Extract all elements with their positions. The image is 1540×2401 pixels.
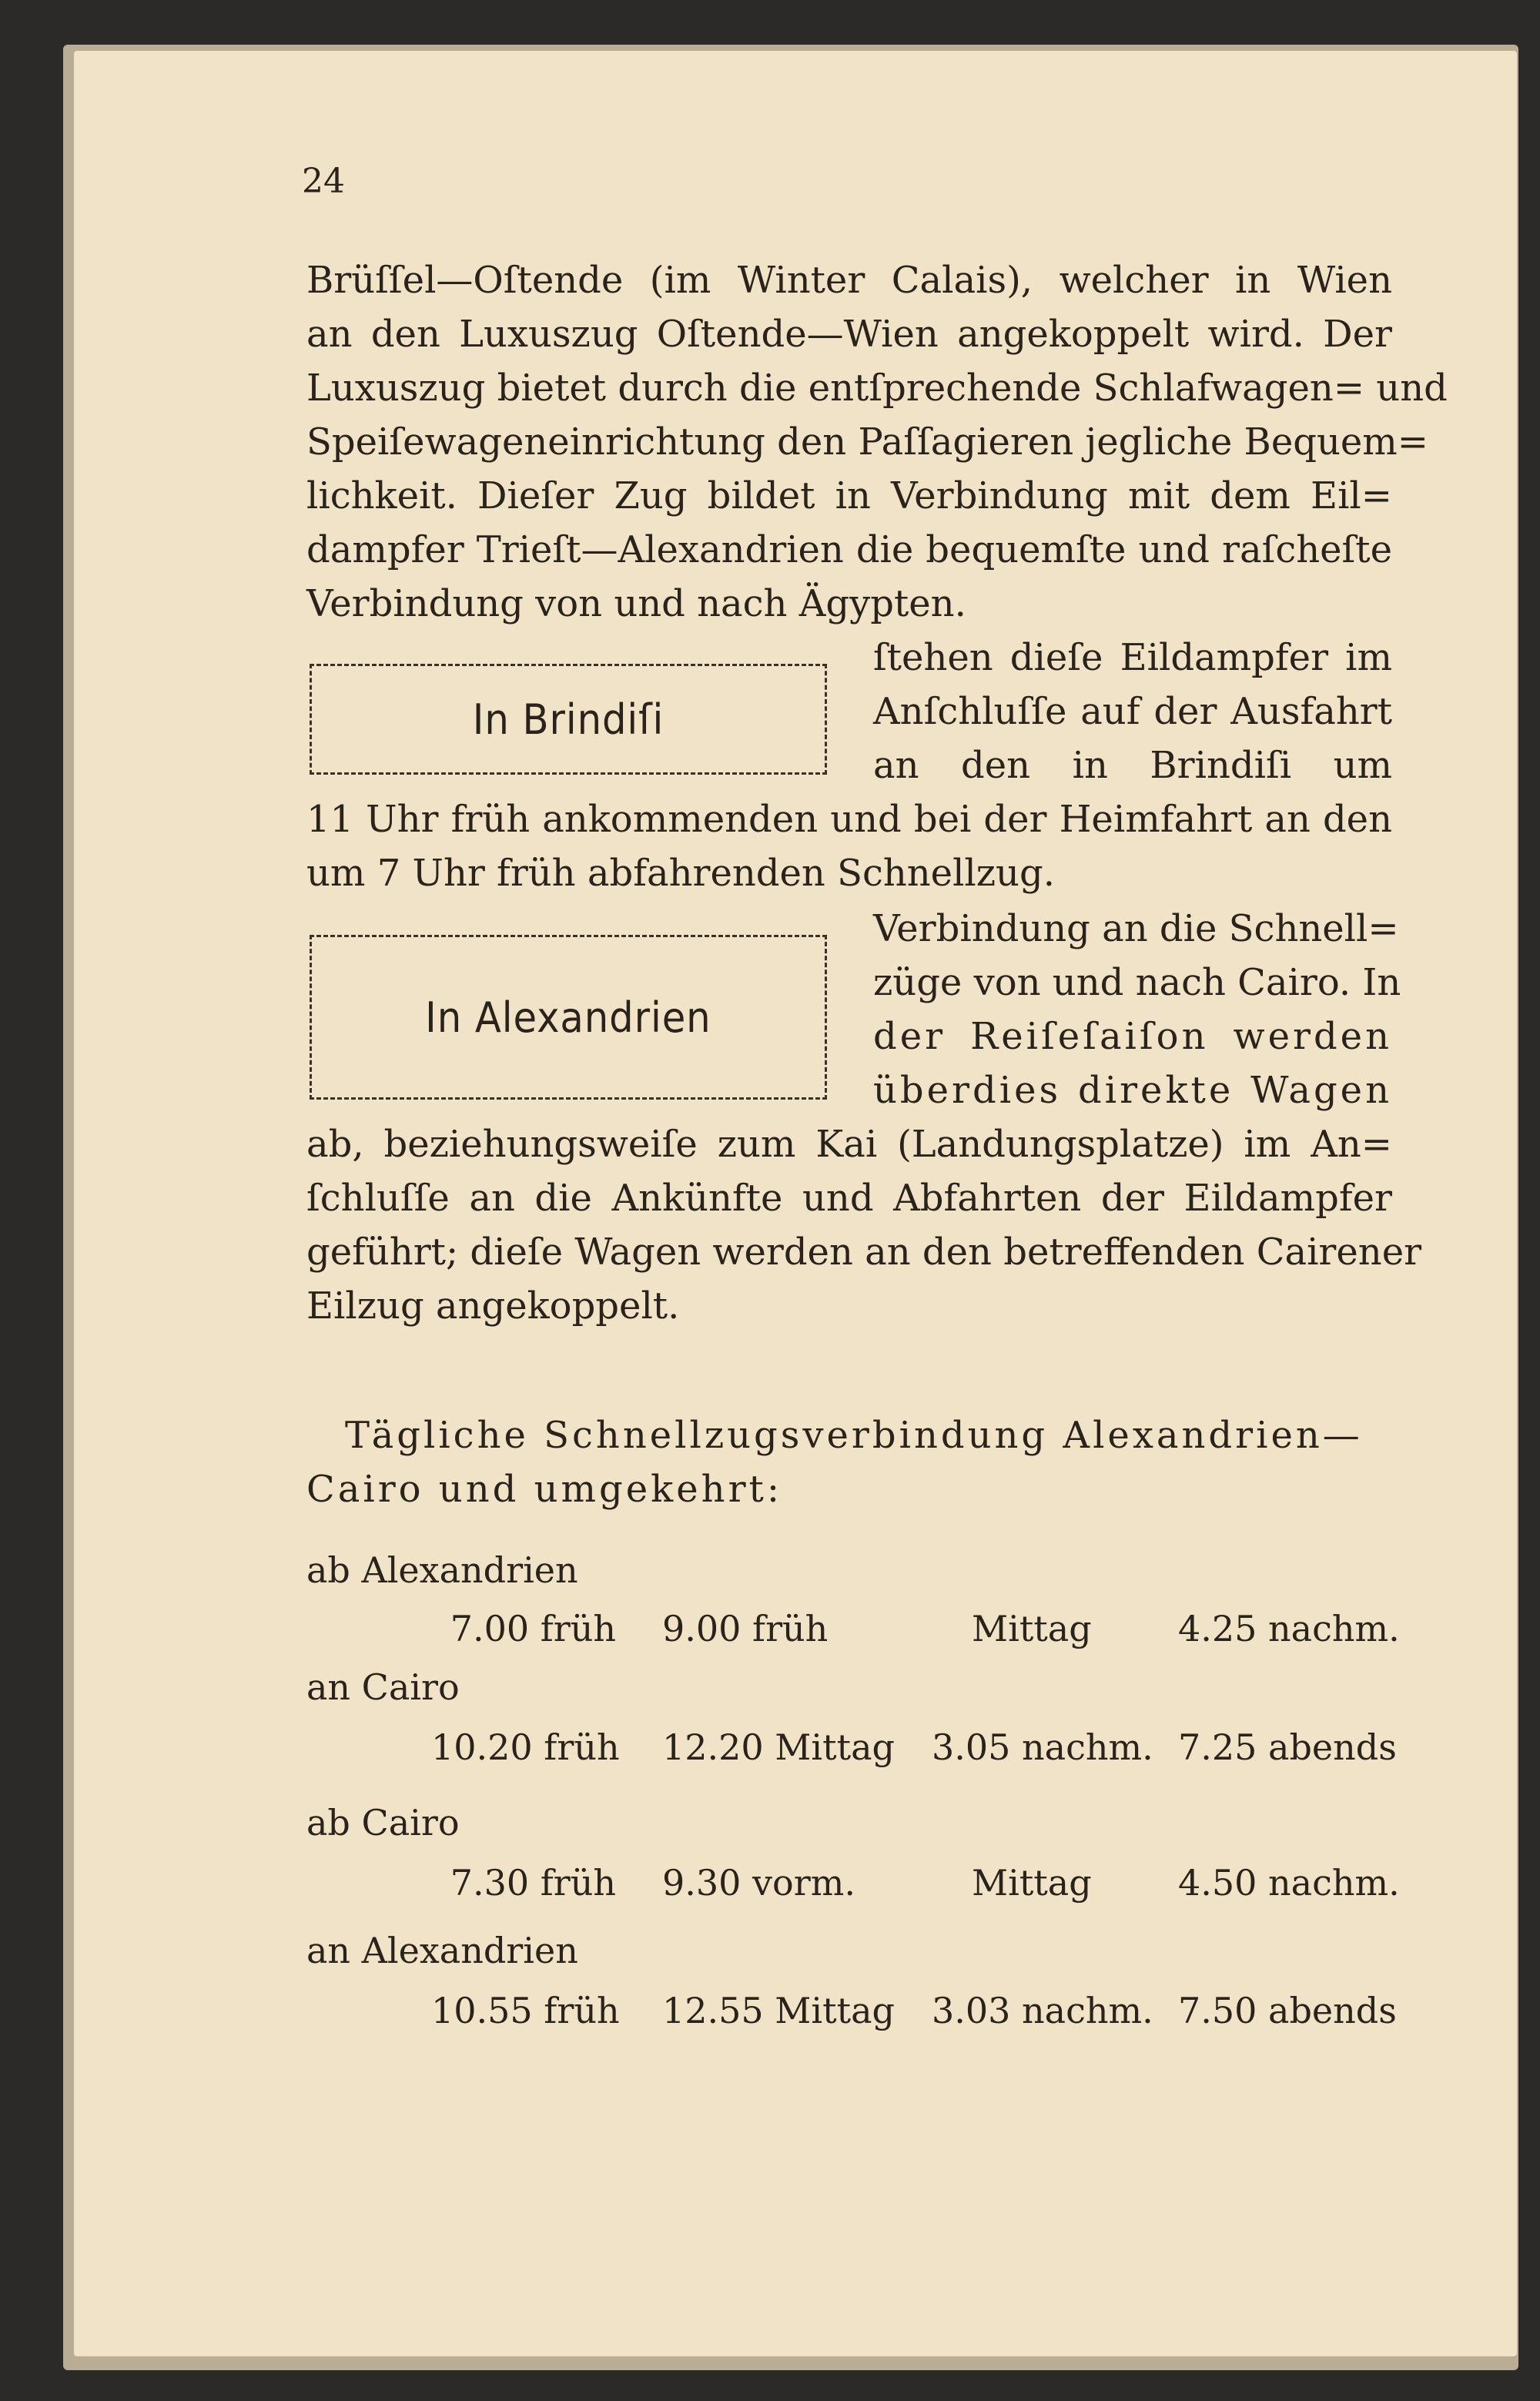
alexandrien-side-line: Verbindung an die Schnell=: [873, 907, 1399, 950]
timetable-cell: 7.50 abends: [1178, 1990, 1397, 2031]
alexandrien-box: [310, 935, 827, 1100]
brindisi-box-label: In Brindiſi: [472, 695, 665, 744]
brindisi-side-line: Anſchluſſe auf der Ausfahrt: [873, 690, 1392, 733]
timetable-cell: 3.03 nachm.: [932, 1990, 1153, 2031]
timetable-cell: 7.00 früh: [450, 1608, 616, 1649]
timetable-heading: Tägliche Schnellzugsverbindung Alexandrien—: [345, 1414, 1363, 1457]
timetable-cell: Mittag: [972, 1862, 1092, 1904]
paragraph-line: Verbindung von und nach Ägypten.: [306, 582, 966, 625]
paragraph-line: lichkeit. Dieſer Zug bildet in Verbindung mit dem Eil=: [306, 474, 1392, 517]
paragraph-line: Luxuszug bietet durch die entſprechende Schlafwagen= und: [306, 367, 1448, 410]
timetable-cell: Mittag: [972, 1608, 1092, 1649]
brindisi-line: um 7 Uhr früh abfahrenden Schnellzug.: [306, 852, 1055, 895]
timetable-cell: 4.50 nachm.: [1178, 1862, 1400, 1904]
timetable-cell: 9.30 vorm.: [662, 1862, 855, 1904]
timetable-cell: 12.55 Mittag: [662, 1990, 895, 2031]
timetable-cell: 7.25 abends: [1178, 1726, 1397, 1768]
timetable-row-label: ab Cairo: [306, 1802, 460, 1843]
timetable-cell: 4.25 nachm.: [1178, 1608, 1400, 1649]
timetable-cell: 12.20 Mittag: [662, 1726, 895, 1768]
brindisi-side-line: an den in Brindiſi um: [873, 744, 1392, 787]
timetable-cell: 7.30 früh: [450, 1862, 616, 1904]
timetable-row-label: an Alexandrien: [306, 1930, 578, 1971]
timetable-cell: 9.00 früh: [662, 1608, 829, 1649]
alexandrien-side-line: züge von und nach Cairo. In: [873, 961, 1401, 1004]
page-number: 24: [302, 162, 345, 201]
paragraph-line: dampfer Trieſt—Alexandrien die bequemſte und raſcheſte: [306, 528, 1392, 571]
alexandrien-line: Eilzug angekoppelt.: [306, 1284, 680, 1328]
alexandrien-box-label: In Alexandrien: [425, 993, 711, 1042]
timetable-row-label: an Cairo: [306, 1666, 460, 1708]
alexandrien-side-line: der Reiſeſaiſon werden: [873, 1015, 1392, 1058]
timetable-heading: Cairo und umgekehrt:: [306, 1468, 782, 1511]
paragraph-line: Brüſſel—Oſtende (im Winter Calais), welcher in Wien: [306, 259, 1392, 302]
timetable-cell: 10.55 früh: [431, 1990, 620, 2031]
timetable-cell: 3.05 nachm.: [932, 1726, 1153, 1768]
alexandrien-line: ab, beziehungsweiſe zum Kai (Landungsplatze) im An=: [306, 1123, 1392, 1166]
paragraph-line: an den Luxuszug Oſtende—Wien angekoppelt wird. Der: [306, 313, 1392, 356]
brindisi-box: [310, 664, 827, 775]
timetable-cell: 10.20 früh: [431, 1726, 620, 1768]
brindisi-side-line: ſtehen dieſe Eildampfer im: [873, 636, 1392, 679]
alexandrien-side-line: überdies direkte Wagen: [873, 1069, 1392, 1112]
paragraph-line: Speiſewageneinrichtung den Paſſagieren jegliche Bequem=: [306, 420, 1429, 464]
alexandrien-line: ſchluſſe an die Ankünfte und Abfahrten der Eildampfer: [306, 1177, 1392, 1220]
timetable-row-label: ab Alexandrien: [306, 1549, 578, 1591]
brindisi-line: 11 Uhr früh ankommenden und bei der Heimfahrt an den: [306, 798, 1392, 841]
alexandrien-line: geführt; dieſe Wagen werden an den betreffenden Cairener: [306, 1231, 1422, 1274]
